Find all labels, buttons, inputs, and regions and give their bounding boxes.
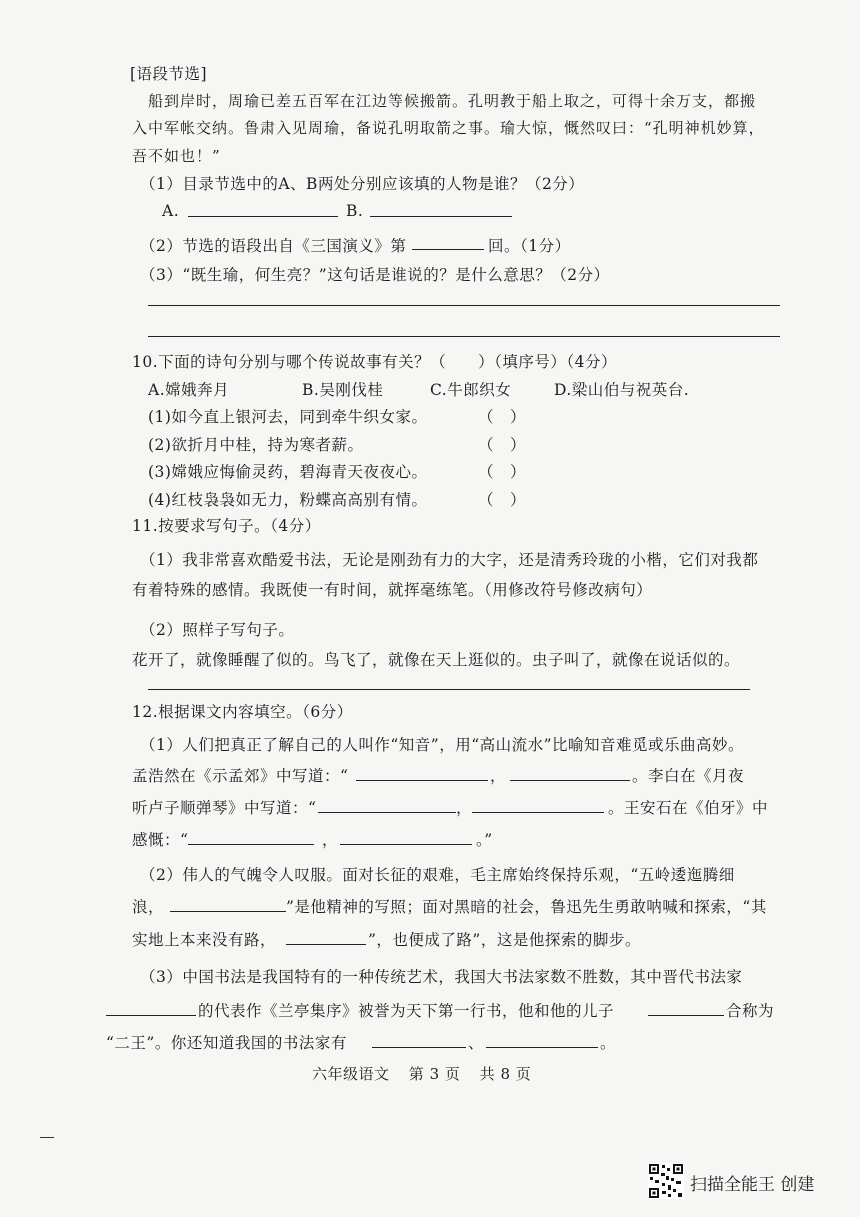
q10-paren-1[interactable]: （ ） [478,408,527,426]
q9-blank-b[interactable] [370,216,512,217]
q12-blank-6[interactable] [340,844,472,845]
q12-sub1-line-3c: 。王安石在《伯牙》中 [608,799,769,817]
q11-stem: 11.按要求写句子。（4分） [132,517,321,535]
q12-sub3-line-1: （3）中国书法是我国特有的一种传统艺术，我国大书法家数不胜数，其中晋代书法家 [140,968,743,986]
passage-line-1: 船到岸时，周瑜已差五百军在江边等候搬箭。孔明教于船上取之，可得十余万支，都搬 [148,92,757,110]
q12-sub3-line-2a: 的代表作《兰亭集序》被誉为天下第一行书，他和他的儿子 [198,1002,615,1020]
q12-blank-7[interactable] [170,911,286,912]
q12-blank-3[interactable] [318,812,456,813]
q12-sub3-line-3c: 。 [600,1034,617,1052]
q12-sub3-line-3b: 、 [468,1034,485,1052]
footer-subject: 六年级语文 [312,1065,390,1083]
q12-blank-11[interactable] [372,1047,466,1048]
q10-item-4: (4)红枝袅袅如无力，粉蝶高高别有情。 [148,491,428,509]
q10-option-c: C.牛郎织女 [430,381,512,399]
margin-mark [40,1137,54,1138]
section-label: [语段节选] [130,65,208,83]
footer-page: 第 3 页 [408,1065,461,1083]
q9-sub2-before: （2）节选的语段出自《三国演义》第 [140,237,407,255]
q11-sub1-line-1: （1）我非常喜欢酷爱书法，无论是刚劲有力的大字，还是清秀玲珑的小楷，它们对我都 [140,551,759,569]
q12-blank-10[interactable] [648,1015,724,1016]
q9-sub1: （1）目录节选中的A、B两处分别应该填的人物是谁？（2分） [140,175,585,193]
q10-paren-3[interactable]: （ ） [478,463,527,481]
q12-sub1-line-2b: ， [490,767,507,785]
q12-sub1-line-1: （1）人们把真正了解自己的人叫作“知音”，用“高山流水”比喻知音难觅或乐曲高妙。 [140,736,745,754]
qr-code-icon [648,1163,684,1199]
q12-blank-12[interactable] [486,1047,598,1048]
q9-label-a: A. [162,202,180,220]
q12-sub2-line-2b: ”是他精神的写照；面对黑暗的社会，鲁迅先生勇敢呐喊和探索，“其 [286,898,767,916]
q12-sub2-line-1: （2）伟人的气魄令人叹服。面对长征的艰难，毛主席始终保持乐观，“五岭逶迤腾细 [140,866,735,884]
q12-sub1-line-2a: 孟浩然在《示孟郊》中写道：“ [132,767,349,785]
q10-stem: 10.下面的诗句分别与哪个传说故事有关？（ ）（填序号）（4分） [132,353,618,371]
q9-answer-line-2[interactable] [148,336,780,337]
q12-sub2-line-3b: ”，也便成了路”，这是他探索的脚步。 [368,931,641,949]
q10-option-d: D.梁山伯与祝英台. [554,381,690,399]
q12-blank-1[interactable] [356,780,488,781]
q9-label-b: B. [346,202,364,220]
q10-item-1: (1)如今直上银河去，同到牵牛织女家。 [148,408,428,426]
passage-line-2: 入中军帐交纳。鲁肃入见周瑜，备说孔明取箭之事。瑜大惊，慨然叹曰：“孔明神机妙算， [132,119,765,137]
q12-sub2-line-3a: 实地上本来没有路， [132,931,277,949]
q12-blank-8[interactable] [286,944,366,945]
q10-item-2: (2)欲折月中桂，持为寒者薪。 [148,436,364,454]
q10-item-3: (3)嫦娥应悔偷灵药，碧海青天夜夜心。 [148,463,428,481]
q11-sub1-line-2: 有着特殊的感情。我既使一有时间，就挥毫练笔。（用修改符号修改病句） [132,581,653,599]
q11-answer-line[interactable] [148,689,750,690]
q9-blank-a[interactable] [188,216,338,217]
passage-line-3: 吾不如也！” [132,147,221,165]
q11-sub2: （2）照样子写句子。 [140,621,295,639]
q12-blank-2[interactable] [510,780,630,781]
q12-sub1-line-2c: 。李白在《月夜 [632,767,745,785]
q12-sub1-line-3b: ， [456,799,473,817]
q12-sub1-line-4a: 感慨：“ [132,831,189,849]
q9-answer-line-1[interactable] [148,305,780,306]
q12-sub2-line-2a: 浪， [132,898,165,916]
q11-sub2-example: 花开了，就像睡醒了似的。鸟飞了，就像在天上逛似的。虫子叫了，就像在说话似的。 [132,651,741,669]
q9-blank-chapter[interactable] [412,249,484,250]
page-footer [312,1063,545,1084]
q9-sub2-after: 回。（1分） [488,237,571,255]
q10-paren-2[interactable]: （ ） [478,436,527,454]
q12-blank-5[interactable] [188,844,314,845]
q12-sub3-line-3a: “二王”。你还知道我国的书法家有 [106,1034,347,1052]
q12-sub1-line-4b: ， [322,831,339,849]
q12-stem: 12.根据课文内容填空。（6分） [132,703,353,721]
q10-option-a: A.嫦娥奔月 [148,381,230,399]
q12-sub3-line-2b: 合称为 [726,1002,775,1020]
q9-sub3: （3）“既生瑜，何生亮？”这句话是谁说的？是什么意思？（2分） [140,266,610,284]
q12-blank-9[interactable] [106,1015,196,1016]
footer-total: 共 8 页 [479,1065,532,1083]
q12-sub1-line-3a: 听卢子顺弹琴》中写道：“ [132,799,317,817]
q12-blank-4[interactable] [472,812,604,813]
watermark-text: 扫描全能王 创建 [690,1175,815,1195]
q10-option-b: B.吴刚伐桂 [302,381,384,399]
q12-sub1-line-4c: 。” [476,831,493,849]
q10-paren-4[interactable]: （ ） [478,491,527,509]
